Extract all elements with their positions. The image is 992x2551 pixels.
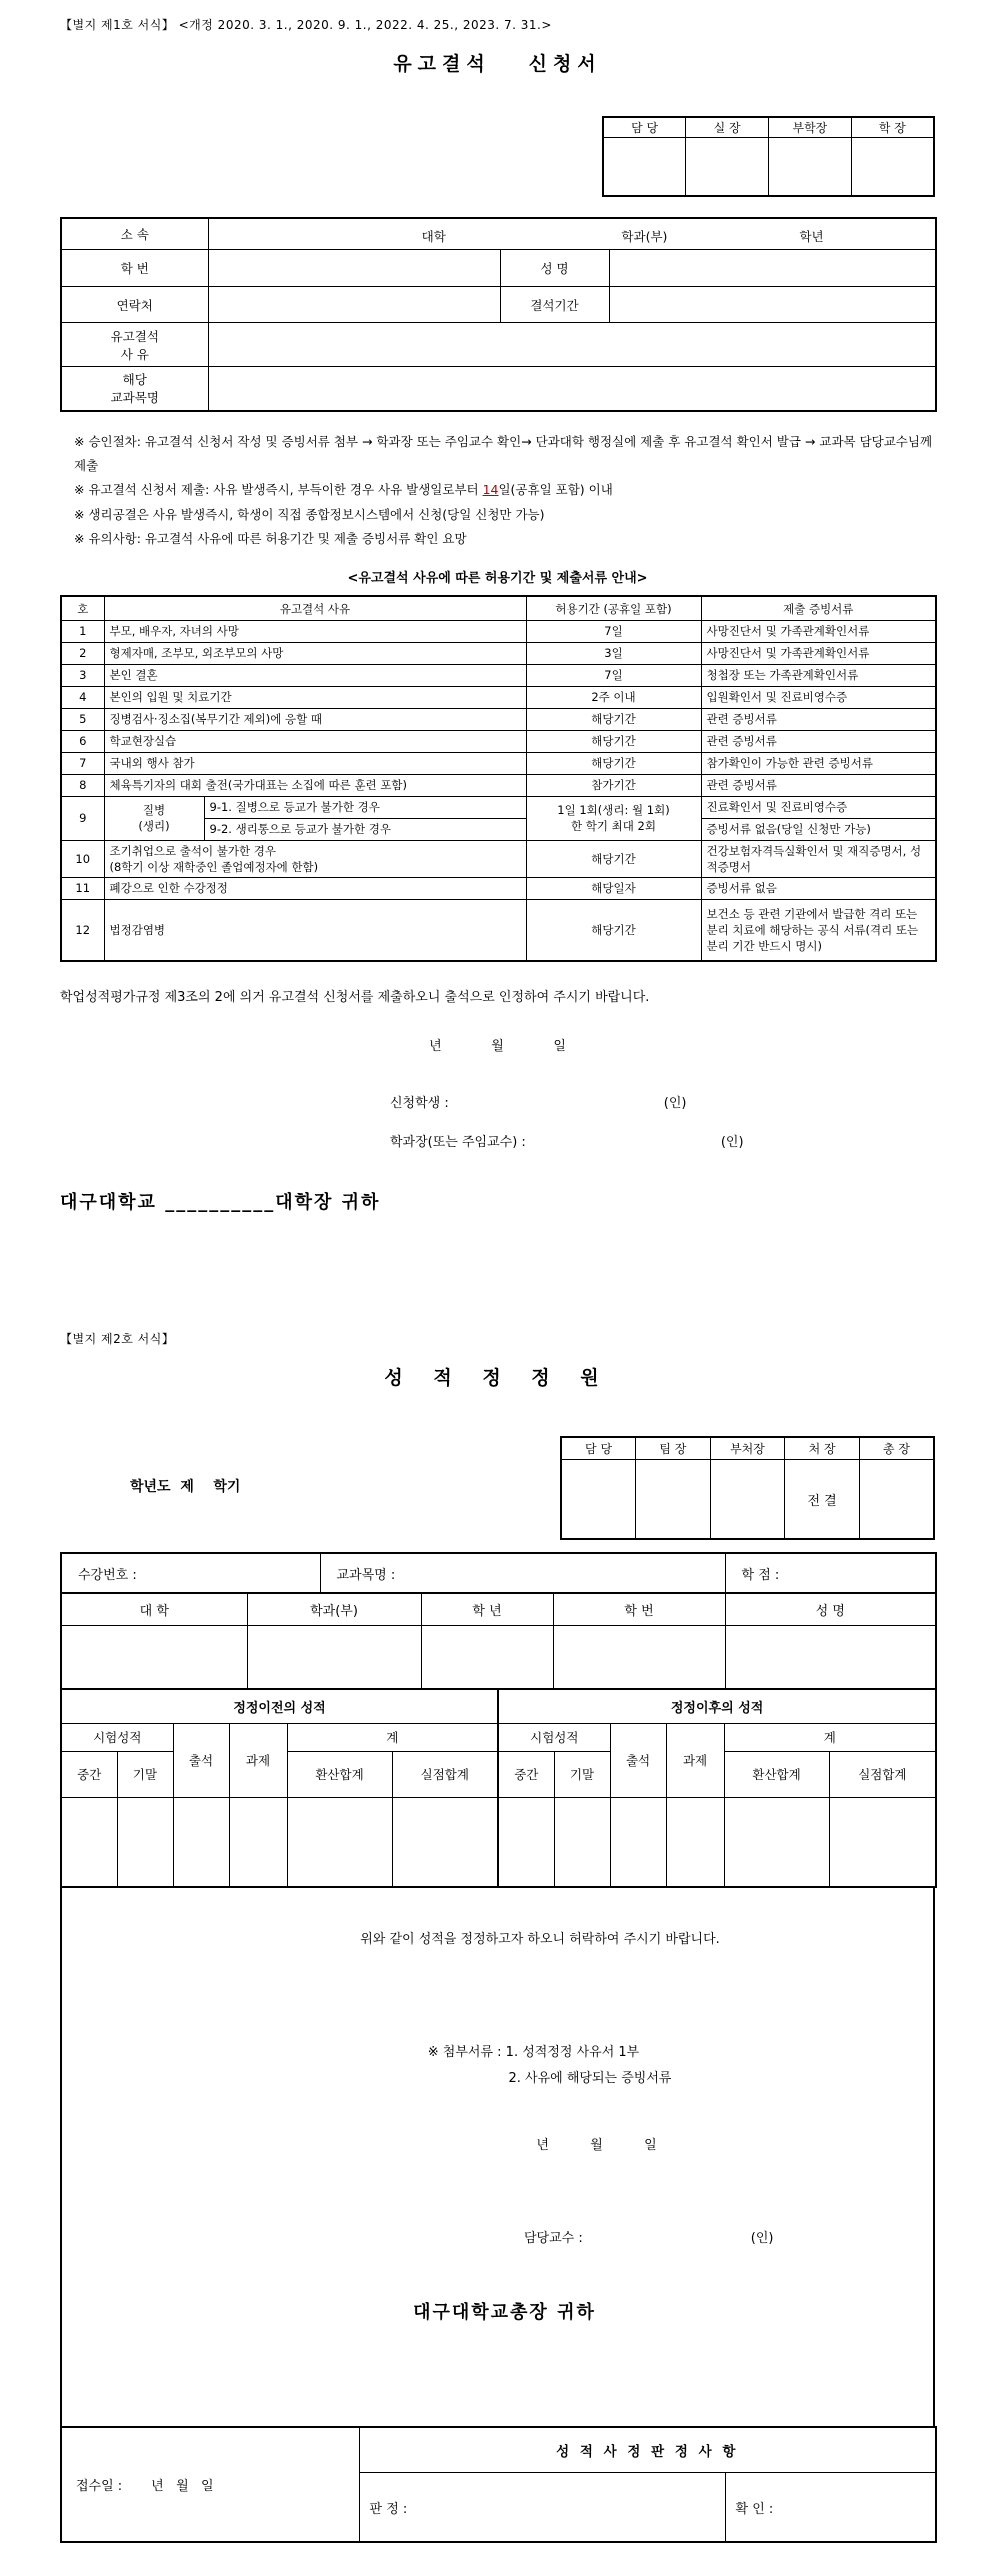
course-number-label: 수강번호 :	[78, 1567, 137, 1583]
row9-sub2-docs: 증빙서류 없음(당일 신청만 가능)	[701, 818, 936, 840]
confirm-label: 확 인 :	[735, 2501, 774, 2517]
row-period: 2주 이내	[526, 686, 701, 708]
row-no: 5	[61, 708, 104, 730]
row9-sub1-reason: 9-1. 질병으로 등교가 불가한 경우	[204, 796, 526, 818]
after-converted-label: 환산합계	[724, 1751, 829, 1797]
row-period: 7일	[526, 664, 701, 686]
after-total-label: 계	[724, 1723, 936, 1751]
request-body-table	[60, 1886, 935, 2428]
student-dept-header: 학과(부)	[247, 1593, 421, 1625]
approval1-sign-cell-1[interactable]	[603, 138, 686, 196]
request-body-cell	[61, 1887, 934, 2427]
course-name-label-line1: 해당	[122, 372, 147, 388]
before-total-label: 계	[287, 1723, 498, 1751]
approval2-sign-cell-2[interactable]	[636, 1459, 711, 1539]
professor-seal[interactable]: (인)	[750, 2231, 774, 2247]
before-attendance-input-cell[interactable]	[173, 1797, 229, 1887]
student-name-header: 성 명	[725, 1593, 936, 1625]
student-college-header: 대 학	[61, 1593, 247, 1625]
row-no: 10	[61, 840, 104, 877]
row-reason: 폐강으로 인한 수강정정	[104, 877, 526, 899]
form1-notes	[60, 430, 935, 552]
row-period: 해당기간	[526, 708, 701, 730]
attachments-line1: ※ 첨부서류 : 1. 성적정정 사유서 1부	[427, 2045, 640, 2061]
row9-sub1-docs: 진료확인서 및 진료비영수증	[701, 796, 936, 818]
before-converted-label: 환산합계	[287, 1751, 392, 1797]
name-label: 성 명	[500, 250, 609, 287]
course-name-label2: 교과목명 :	[336, 1567, 396, 1583]
absence-reason-label-line1: 유고결석	[110, 328, 159, 344]
row-docs: 입원확인서 및 진료비영수증	[701, 686, 936, 708]
student-college-input-cell[interactable]	[61, 1625, 247, 1689]
row9-group-label	[104, 796, 204, 840]
table-row	[61, 774, 936, 796]
row-reason: 학교현장실습	[104, 730, 526, 752]
receipt-date-cell[interactable]: 접수일 : 년 월 일	[61, 2427, 359, 2542]
approval2-delegation-cell[interactable]: 전 결	[785, 1459, 860, 1539]
row9-group-line1: 질병	[142, 803, 166, 818]
credit-cell[interactable]	[725, 1553, 936, 1593]
course-info-table	[60, 1552, 937, 1594]
before-midterm-input-cell[interactable]	[61, 1797, 117, 1887]
row-docs: 보건소 등 관련 기관에서 발급한 격리 또는 분리 치료에 해당하는 공식 서류(격리 또는 분리 기간 반드시 명시)	[701, 899, 936, 961]
row10-reason-line1: 조기취업으로 출석이 불가한 경우	[109, 843, 276, 858]
reasons-table	[60, 595, 937, 962]
student-id-input-cell[interactable]	[208, 250, 500, 287]
row-no: 3	[61, 664, 104, 686]
approval2-sign-cell-1[interactable]	[561, 1459, 636, 1539]
row-period: 7일	[526, 620, 701, 642]
affiliation-dept-label: 학과(부)	[621, 228, 668, 244]
affiliation-college-label: 대학	[421, 228, 446, 244]
approval1-header-siljang: 실 장	[686, 117, 769, 138]
row-docs: 사망진단서 및 가족관계확인서류	[701, 620, 936, 642]
student-info-table	[60, 1592, 937, 1690]
grades-before-title: 정정이전의 성적	[61, 1689, 498, 1723]
approval1-header-damdang: 담 당	[603, 117, 686, 138]
after-final-input-cell[interactable]	[554, 1797, 610, 1887]
applicant-signature-line	[60, 1092, 935, 1111]
form2-addressee: 대구대학교총장 귀하	[413, 2302, 596, 2324]
form2-date-line: 년 월 일	[536, 2138, 657, 2154]
note-deadline-days-highlight: 14	[482, 482, 499, 498]
course-name-label	[61, 367, 208, 411]
note-submission-deadline	[60, 478, 935, 502]
form2-grade-correction	[60, 1330, 935, 2543]
after-attendance-input-cell[interactable]	[610, 1797, 666, 1887]
row-no: 8	[61, 774, 104, 796]
approval2-sign-cell-3[interactable]	[710, 1459, 785, 1539]
name-input-cell[interactable]	[609, 250, 936, 287]
before-exam-label: 시험성적	[61, 1723, 173, 1751]
row-no: 7	[61, 752, 104, 774]
row9-period-line1: 1일 1회(생리: 월 1회)	[557, 803, 670, 818]
request-statement: 위와 같이 성적을 정정하고자 하오니 허락하여 주시기 바랍니다.	[360, 1932, 720, 1948]
after-midterm-label: 중간	[498, 1751, 554, 1797]
approval2-header-timjang: 팀 장	[636, 1437, 711, 1459]
row-period: 해당일자	[526, 877, 701, 899]
course-name-cell[interactable]	[320, 1553, 725, 1593]
student-id-input-cell2[interactable]	[553, 1625, 725, 1689]
form2-header-note: 【별지 제2호 서식】	[60, 1332, 175, 1347]
table-row	[61, 840, 936, 877]
approval2-header-bucheojang: 부처장	[710, 1437, 785, 1459]
professor-label: 담당교수 :	[524, 2231, 583, 2247]
reasons-header-no: 호	[61, 596, 104, 620]
form1-title: 유고결석 신청서	[393, 53, 602, 75]
approval2-header-chongjang: 총 장	[859, 1437, 934, 1459]
contact-label: 연락처	[61, 287, 208, 323]
judgment-input-cell[interactable]	[359, 2472, 725, 2542]
absence-period-label: 결석기간	[500, 287, 609, 323]
before-midterm-label: 중간	[61, 1751, 117, 1797]
after-final-label: 기말	[554, 1751, 610, 1797]
student-year-input-cell[interactable]	[421, 1625, 553, 1689]
absence-period-input-cell[interactable]	[609, 287, 936, 323]
absence-reason-label	[61, 323, 208, 367]
note-caution: ※ 유의사항: 유고결석 사유에 따른 허용기간 및 제출 증빙서류 확인 요망	[74, 531, 467, 546]
row-no: 9	[61, 796, 104, 840]
after-attendance-label: 출석	[610, 1723, 666, 1797]
table-row	[61, 752, 936, 774]
note-deadline-prefix: ※ 유고결석 신청서 제출: 사유 발생즉시, 부득이한 경우 사유 발생일로부터	[74, 482, 483, 498]
course-name-input-cell[interactable]	[208, 367, 936, 411]
row-reason: 법정감염병	[104, 899, 526, 961]
student-name-input-cell[interactable]	[725, 1625, 936, 1689]
row10-reason	[104, 840, 526, 877]
before-actual-input-cell[interactable]	[392, 1797, 498, 1887]
reasons-header-docs: 제출 증빙서류	[701, 596, 936, 620]
row-reason: 국내외 행사 참가	[104, 752, 526, 774]
row-docs: 참가확인이 가능한 관련 증빙서류	[701, 752, 936, 774]
form1-closing-statement: 학업성적평가규정 제3조의 2에 의거 유고결석 신청서를 제출하오니 출석으로 인정하여 주시기 바랍니다.	[60, 990, 650, 1006]
affiliation-label: 소 속	[61, 218, 208, 250]
reasons-table-title: <유고결석 사유에 따른 허용기간 및 제출서류 안내>	[347, 571, 648, 587]
row-reason: 체육특기자의 대회 출전(국가대표는 소집에 따른 훈련 포함)	[104, 774, 526, 796]
course-name-label-line2: 교과목명	[110, 390, 159, 406]
table-row	[61, 642, 936, 664]
row-reason: 본인 결혼	[104, 664, 526, 686]
before-converted-input-cell[interactable]	[287, 1797, 392, 1887]
reasons-header-reason: 유고결석 사유	[104, 596, 526, 620]
reasons-header-period: 허용기간 (공휴일 포함)	[526, 596, 701, 620]
approval1-header-buhakjang: 부학장	[769, 117, 852, 138]
table-row	[61, 899, 936, 961]
after-actual-input-cell[interactable]	[829, 1797, 936, 1887]
row-docs: 증빙서류 없음	[701, 877, 936, 899]
attachments-line2: 2. 사유에 해당되는 증빙서류	[508, 2071, 672, 2087]
affiliation-year-label: 학년	[799, 228, 824, 244]
row-period: 해당기간	[526, 840, 701, 877]
judgment-footer-table	[60, 2426, 937, 2543]
semester-line: 학년도 제 학기	[130, 1479, 241, 1496]
before-assignment-label: 과제	[229, 1723, 287, 1797]
row-docs: 관련 증빙서류	[701, 730, 936, 752]
approval1-sign-cell-4[interactable]	[851, 138, 934, 196]
row-docs: 사망진단서 및 가족관계확인서류	[701, 642, 936, 664]
table-row-9a	[61, 796, 936, 818]
applicant-seal[interactable]: (인)	[663, 1096, 687, 1112]
row-period: 3일	[526, 642, 701, 664]
form1-header-note: 【별지 제1호 서식】 <개정 2020. 3. 1., 2020. 9. 1., 2022. 4. 25., 2023. 7. 31.>	[60, 18, 552, 32]
after-assignment-label: 과제	[666, 1723, 724, 1797]
form2-title: 성 적 정 정 원	[384, 1367, 611, 1390]
row-period: 참가기간	[526, 774, 701, 796]
approval2-header-damdang: 담 당	[561, 1437, 636, 1459]
row9-period-line2: 한 학기 최대 2회	[571, 819, 656, 834]
student-year-header: 학 년	[421, 1593, 553, 1625]
affiliation-input-cell[interactable]	[208, 218, 936, 250]
credit-label: 학 점 :	[741, 1567, 780, 1583]
table-row	[61, 708, 936, 730]
judgment-title: 성 적 사 정 판 정 사 항	[359, 2427, 936, 2472]
after-assignment-input-cell[interactable]	[666, 1797, 724, 1887]
row-reason: 본인의 입원 및 치료기간	[104, 686, 526, 708]
row-no: 1	[61, 620, 104, 642]
course-number-cell[interactable]	[61, 1553, 320, 1593]
student-id-header: 학 번	[553, 1593, 725, 1625]
after-converted-input-cell[interactable]	[724, 1797, 829, 1887]
approval1-sign-cell-3[interactable]	[769, 138, 852, 196]
professor-signature-line	[66, 2227, 929, 2246]
row-reason: 징병검사·징소집(복무기간 제외)에 응할 때	[104, 708, 526, 730]
table-row	[61, 877, 936, 899]
row-no: 12	[61, 899, 104, 961]
student-id-label: 학 번	[61, 250, 208, 287]
form1-info-table	[60, 217, 937, 412]
judgment-label: 판 정 :	[369, 2501, 408, 2517]
contact-input-cell[interactable]	[208, 287, 500, 323]
after-exam-label: 시험성적	[498, 1723, 610, 1751]
department-head-seal[interactable]: (인)	[720, 1135, 744, 1151]
note-approval-process: ※ 승인절차: 유고결석 신청서 작성 및 증빙서류 첨부 → 학과장 또는 주임교수 확인→ 단과대학 행정실에 제출 후 유고결석 확인서 발급 → 교과목 담당교수님께 제출	[74, 433, 933, 473]
table-row	[61, 620, 936, 642]
row-no: 6	[61, 730, 104, 752]
row-docs: 청첩장 또는 가족관계확인서류	[701, 664, 936, 686]
form1-addressee: 대구대학교 __________대학장 귀하	[60, 1192, 381, 1214]
table-row	[61, 664, 936, 686]
form1-date-line: 년 월 일	[429, 1039, 566, 1055]
absence-reason-label-line2: 사 유	[120, 346, 149, 362]
before-actual-label: 실점합계	[392, 1751, 498, 1797]
form1-absence-application	[60, 16, 935, 1214]
grades-table	[60, 1688, 937, 1888]
applicant-label: 신청학생 :	[390, 1096, 449, 1112]
after-midterm-input-cell[interactable]	[498, 1797, 554, 1887]
row-period: 해당기간	[526, 730, 701, 752]
row-docs: 관련 증빙서류	[701, 708, 936, 730]
student-dept-input-cell[interactable]	[247, 1625, 421, 1689]
table-row	[61, 730, 936, 752]
before-attendance-label: 출석	[173, 1723, 229, 1797]
form1-approval-table	[602, 116, 935, 197]
form2-approval-table	[560, 1436, 935, 1540]
note-deadline-suffix: 일(공휴일 포함) 이내	[498, 482, 613, 498]
row9-sub2-reason: 9-2. 생리통으로 등교가 불가한 경우	[204, 818, 526, 840]
department-head-signature-line	[60, 1131, 935, 1150]
before-assignment-input-cell[interactable]	[229, 1797, 287, 1887]
row-no: 2	[61, 642, 104, 664]
row-period: 해당기간	[526, 899, 701, 961]
before-final-input-cell[interactable]	[117, 1797, 173, 1887]
approval2-header-cheojang: 처 장	[785, 1437, 860, 1459]
after-actual-label: 실점합계	[829, 1751, 936, 1797]
row-docs: 관련 증빙서류	[701, 774, 936, 796]
row-reason: 부모, 배우자, 자녀의 사망	[104, 620, 526, 642]
row-reason: 형제자매, 조부모, 외조부모의 사망	[104, 642, 526, 664]
department-head-label: 학과장(또는 주임교수) :	[390, 1135, 526, 1151]
row-docs: 건강보험자격득실확인서 및 재직증명서, 성적증명서	[701, 840, 936, 877]
row-no: 4	[61, 686, 104, 708]
approval1-header-hakjang: 학 장	[851, 117, 934, 138]
table-row	[61, 686, 936, 708]
row-period: 해당기간	[526, 752, 701, 774]
absence-reason-input-cell[interactable]	[208, 323, 936, 367]
row10-reason-line2: (8학기 이상 재학중인 졸업예정자에 한함)	[109, 859, 319, 874]
row-no: 11	[61, 877, 104, 899]
grades-after-title: 정정이후의 성적	[498, 1689, 936, 1723]
confirm-input-cell[interactable]	[725, 2472, 936, 2542]
before-final-label: 기말	[117, 1751, 173, 1797]
approval2-sign-cell-5[interactable]	[859, 1459, 934, 1539]
row9-group-line2: (생리)	[138, 819, 170, 834]
row9-period	[526, 796, 701, 840]
approval1-sign-cell-2[interactable]	[686, 138, 769, 196]
note-menstrual-absence: ※ 생리공결은 사유 발생즉시, 학생이 직접 종합정보시스템에서 신청(당일 신청만 가능)	[74, 506, 545, 522]
